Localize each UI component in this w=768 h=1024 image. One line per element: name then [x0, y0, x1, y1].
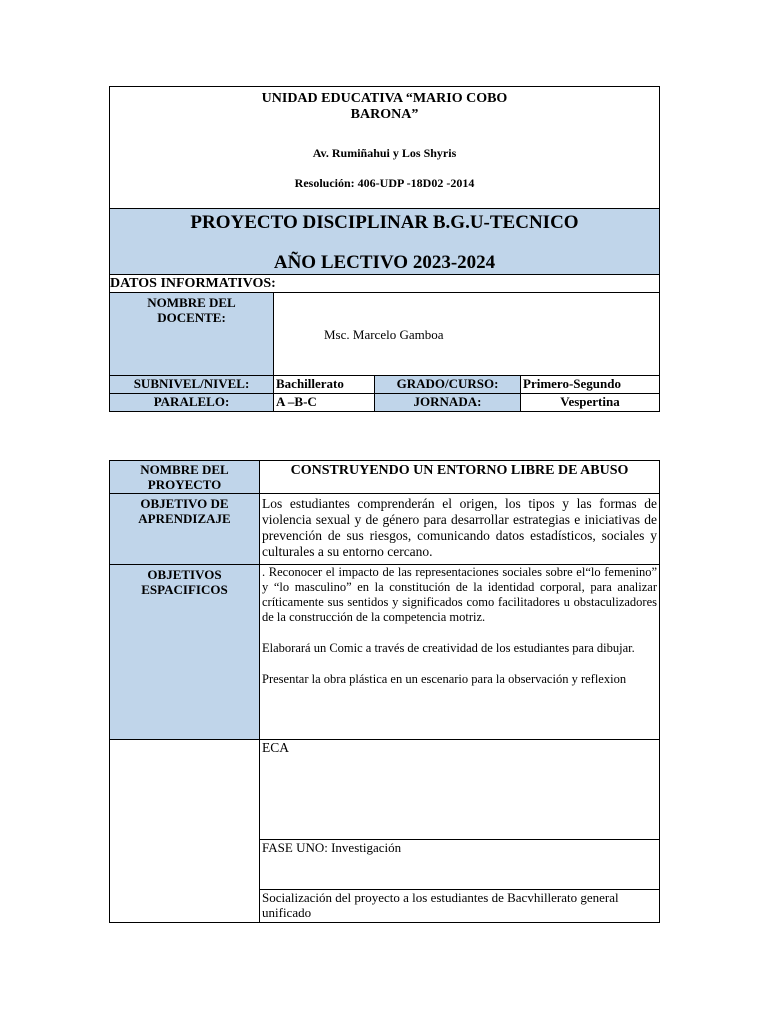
project-table [109, 460, 660, 923]
paralelo-value: A –B-C [274, 394, 375, 412]
phases-empty-cell [110, 740, 260, 923]
project-name-label: NOMBRE DEL PROYECTO [110, 461, 260, 494]
project-name-value: CONSTRUYENDO UN ENTORNO LIBRE DE ABUSO [260, 461, 660, 494]
teacher-value: Msc. Marcelo Gamboa [274, 293, 660, 376]
grado-value: Primero-Segundo [521, 376, 660, 394]
school-name: UNIDAD EDUCATIVA “MARIO COBO BARONA” [261, 91, 508, 122]
objective-label: OBJETIVO DE APRENDIZAJE [110, 494, 260, 565]
school-header [110, 87, 660, 209]
specific-objectives-label: OBJETIVOS ESPACIFICOS [110, 565, 260, 740]
paralelo-label: PARALELO: [110, 394, 274, 412]
socialization-cell: Socialización del proyecto a los estudiantes de Bacvhillerato general unificado [260, 890, 660, 923]
phase-one-cell: FASE UNO: Investigación [260, 840, 660, 890]
jornada-value: Vespertina [521, 394, 660, 412]
info-table [109, 86, 660, 412]
grado-label: GRADO/CURSO: [375, 376, 521, 394]
objective-value: Los estudiantes comprenderán el origen, los tipos y las formas de violencia sexual y de género para desarrollar estrategias e iniciativas de prevención de sus riesgos, comunicando datos estadísticos, sociales y culturales a su entorno cercano. [260, 494, 660, 565]
specific-objective-3: Presentar la obra plástica en un escenario para la observación y reflexion [262, 672, 627, 686]
project-title-block [110, 209, 660, 275]
teacher-label: NOMBRE DEL DOCENTE: [110, 293, 274, 376]
specific-objective-1: . Reconocer el impacto de las representaciones sociales sobre el“lo femenino” y “lo masculino” en la constitución de la identidad corporal, para analizar críticamente sus sentidos y significados como facilitadores u obstaculizadores de la construcción de la competencia motriz. [262, 565, 657, 624]
specific-objectives [260, 565, 660, 740]
subnivel-value: Bachillerato [274, 376, 375, 394]
jornada-label: JORNADA: [375, 394, 521, 412]
section-label: DATOS INFORMATIVOS: [110, 275, 660, 293]
subnivel-label: SUBNIVEL/NIVEL: [110, 376, 274, 394]
specific-objective-2: Elaborará un Comic a través de creatividad de los estudiantes para dibujar. [262, 641, 635, 655]
school-address: Av. Rumiñahui y Los Shyris [312, 146, 457, 160]
school-year: AÑO LECTIVO 2023-2024 [273, 252, 496, 273]
eca-cell: ECA [260, 740, 660, 840]
project-title: PROYECTO DISCIPLINAR B.G.U-TECNICO [190, 212, 579, 233]
school-resolution: Resolución: 406-UDP -18D02 -2014 [294, 176, 475, 190]
